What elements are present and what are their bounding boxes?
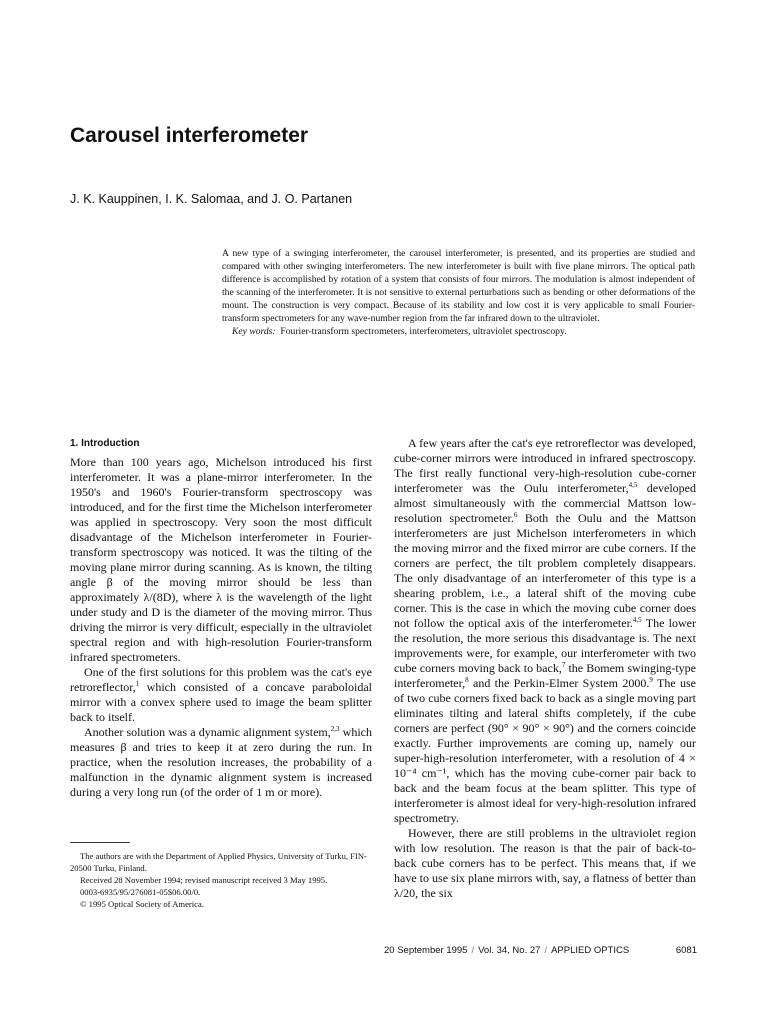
right-column xyxy=(394,436,696,901)
intro-paragraph-1: More than 100 years ago, Michelson introduced his first interferometer. It was a plane-mirror interferometer. In the 1950's and 1960's Fourier-transform spectroscopy was introduced, and for the first time the Michelson interferometer was applied in spectroscopy. Very soon the most difficult disadvantage of the Michelson interferometer in Fourier-transform spectroscopy was noticed. It was the tilting of the moving plane mirror during scanning. As is known, the tilting angle β of the moving mirror should be less than approximately λ/(8D), where λ is the wavelength of the light under study and D is the diameter of the moving mirror. Thus driving the mirror is very difficult, especially in the ultraviolet spectral region and with high-resolution Fourier-transform infrared spectrometers. xyxy=(70,455,372,664)
right-paragraph-1-text: Both the Oulu and the Mattson interferometers are just Michelson interferometers in which the moving mirror and the fixed mirror are cube corners. If the corners are perfect, the tilt problem completely disappears. The only disadvantage of an interferometer of this type is a shearing problem, i.e., a lateral shift of the moving cube corner. This is the case in which the moving cube corner does not follow the optical axis of the interferometer. xyxy=(394,511,696,630)
right-paragraph-1-text: developed almost simultaneously with the commercial Mattson low-resolution spectrometer. xyxy=(394,481,697,525)
abstract-text: A new type of a swinging interferometer, the carousel interferometer, is presented, and its properties are studied and compared with other swinging interferometers. The new interferometer is built with five plane mirrors. The optical path difference is accomplished by rotation of a system that consists of four mirrors. The modulation is almost independent of the scanning of the interferometer. It is not sensitive to external perturbations such as bending or other deformations of the mount. The construction is very compact. Because of its stability and low cost it is very applicable to small Fourier-transform spectrometers for any wave-number region from the far infrared down to the ultraviolet. xyxy=(222,248,695,324)
footer-left xyxy=(384,945,629,956)
footnote-code: 0003-6935/95/276081-05$06.00/0. xyxy=(80,887,201,897)
intro-paragraph-3-text-a: Another solution was a dynamic alignment system, xyxy=(84,725,331,739)
citation-ref: 4,5 xyxy=(628,481,638,489)
footnote-copyright: © 1995 Optical Society of America. xyxy=(80,899,204,909)
intro-paragraph-3-text-b: which measures β and tries to keep it at zero during the run. In practice, when the resolution increases, the probability of a malfunction in the dynamic alignment system is increased during a very long run (of the order of 1 m or more). xyxy=(70,725,373,799)
citation-ref: 7 xyxy=(561,661,566,669)
footer-journal: APPLIED OPTICS xyxy=(551,945,630,956)
intro-paragraph-2-text-b: which consisted of a concave paraboloidal mirror with a convex sphere used to image the beam splitter back to itself. xyxy=(70,680,372,724)
right-paragraph-1-text: The lower the resolution, the more serious this disadvantage is. The next improvements were, for example, our interferometer with two cube corners moving back to back, xyxy=(394,616,696,675)
citation-ref: 8 xyxy=(465,676,469,684)
right-paragraph-1-text: A few years after the cat's eye retroreflector was developed, cube-corner mirrors were introduced in infrared spectroscopy. The first really functional very-high-resolution cube-corner interferometer was the Oulu interferometer, xyxy=(394,436,696,495)
right-paragraph-1-text: and the Perkin-Elmer System 2000. xyxy=(468,676,650,690)
running-footer xyxy=(384,945,697,956)
footnote-divider xyxy=(70,842,130,843)
paper-title: Carousel interferometer xyxy=(70,124,309,147)
citation-ref: 6 xyxy=(513,511,518,519)
intro-paragraph-2-text-a: One of the first solutions for this problem was the cat's eye retroreflector, xyxy=(70,665,372,694)
abstract xyxy=(222,247,695,338)
keywords-label: Key words: xyxy=(232,326,276,337)
intro-paragraph-3 xyxy=(70,725,372,800)
author-list: J. K. Kauppinen, I. K. Salomaa, and J. O. Partanen xyxy=(70,192,353,206)
footnote-received: Received 28 November 1994; revised manuscript received 3 May 1995. xyxy=(80,875,328,885)
keywords-text: Fourier-transform spectrometers, interferometers, ultraviolet spectroscopy. xyxy=(280,326,567,337)
footer-volume: Vol. 34, No. 27 xyxy=(478,945,541,956)
footnote-affiliation: The authors are with the Department of Applied Physics, University of Turku, FIN-20500 Turku, Finland. xyxy=(70,851,367,873)
citation-ref: 9 xyxy=(649,676,653,684)
right-paragraph-1-text: the Bomem swinging-type interferometer, xyxy=(394,661,696,690)
citation-ref: 4,5 xyxy=(632,616,642,624)
footer-date: 20 September 1995 xyxy=(384,945,468,956)
footer-separator: / xyxy=(544,945,548,956)
page-number: 6081 xyxy=(675,945,697,956)
right-paragraph-1 xyxy=(394,436,696,826)
footnotes xyxy=(70,850,372,910)
section-heading-introduction: 1. Introduction xyxy=(70,438,140,449)
right-paragraph-1-text: The use of two cube corners fixed back to back as a single moving part eliminates tilting and lateral shifts completely, if the cube corners are perfect (90° × 90° × 90°) and the corners coincide exactly. Further improvements are coming up, namely our super-high-resolution interferometer, with a resolution of 4 × 10⁻⁴ cm⁻¹, which has the moving cube-corner pair back to back and the beam focus at the beam splitter. This type of interferometer is almost ideal for very-high-resolution infrared spectrometry. xyxy=(394,676,696,825)
right-paragraph-2: However, there are still problems in the ultraviolet region with low resolution. The reason is that the pair of back-to-back cube corners has to be perfect. This means that, if we have to use six plane mirrors with, say, a flatness of better than λ/20, the six xyxy=(394,826,696,900)
intro-paragraph-2 xyxy=(70,665,372,725)
citation-ref: 2,3 xyxy=(330,725,340,733)
footer-separator: / xyxy=(471,945,475,956)
citation-ref: 1 xyxy=(135,680,140,688)
keywords-line xyxy=(222,325,695,338)
left-column xyxy=(70,436,372,800)
